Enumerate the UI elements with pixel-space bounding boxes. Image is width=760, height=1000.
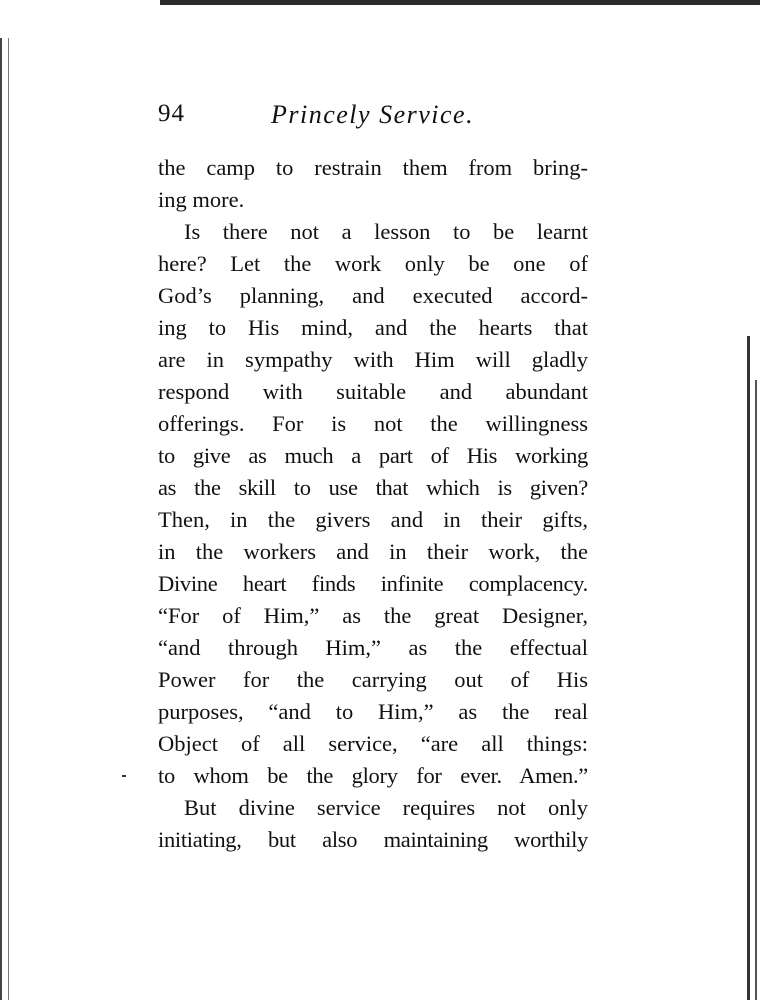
- page-number: 94: [158, 100, 185, 127]
- text-line: here? Let the work only be one of: [158, 251, 588, 276]
- text-line: ing more.: [158, 187, 245, 212]
- text-line: are in sympathy with Him will gladly: [158, 347, 588, 372]
- text-line: “and through Him,” as the effectual: [158, 635, 588, 660]
- text-line: to give as much a part of His working: [158, 443, 588, 468]
- text-line: the camp to restrain them from bring-: [158, 155, 588, 180]
- text-line: in the workers and in their work, the: [158, 539, 588, 564]
- scan-speck: [122, 775, 126, 777]
- text-line: God’s planning, and executed accord-: [158, 283, 588, 308]
- text-line: ing to His mind, and the hearts that: [158, 315, 588, 340]
- text-line: initiating, but also maintaining worthily: [158, 827, 588, 852]
- text-line: Then, in the givers and in their gifts,: [158, 507, 588, 532]
- text-line: purposes, “and to Him,” as the real: [158, 699, 588, 724]
- top-edge-rule: [160, 0, 760, 5]
- text-line: offerings. For is not the willingness: [158, 411, 588, 436]
- text-line: But divine service requires not only: [184, 795, 588, 820]
- right-page-edge-outer: [755, 380, 757, 1000]
- text-line: Power for the carrying out of His: [158, 667, 588, 692]
- left-binding-edge: [0, 38, 9, 1000]
- right-page-edge: [747, 36, 750, 1000]
- text-line: to whom be the glory for ever. Amen.”: [158, 763, 588, 788]
- page-header: [158, 100, 588, 134]
- running-title: Princely Service.: [271, 100, 475, 129]
- text-line: “For of Him,” as the great Designer,: [158, 603, 588, 628]
- text-line: as the skill to use that which is given?: [158, 475, 588, 500]
- text-line: Divine heart finds infinite complacency.: [158, 571, 588, 596]
- text-line: respond with suitable and abundant: [158, 379, 588, 404]
- body-text: [158, 152, 588, 856]
- text-line: Is there not a lesson to be learnt: [184, 219, 588, 244]
- text-line: Object of all service, “are all things:: [158, 731, 588, 756]
